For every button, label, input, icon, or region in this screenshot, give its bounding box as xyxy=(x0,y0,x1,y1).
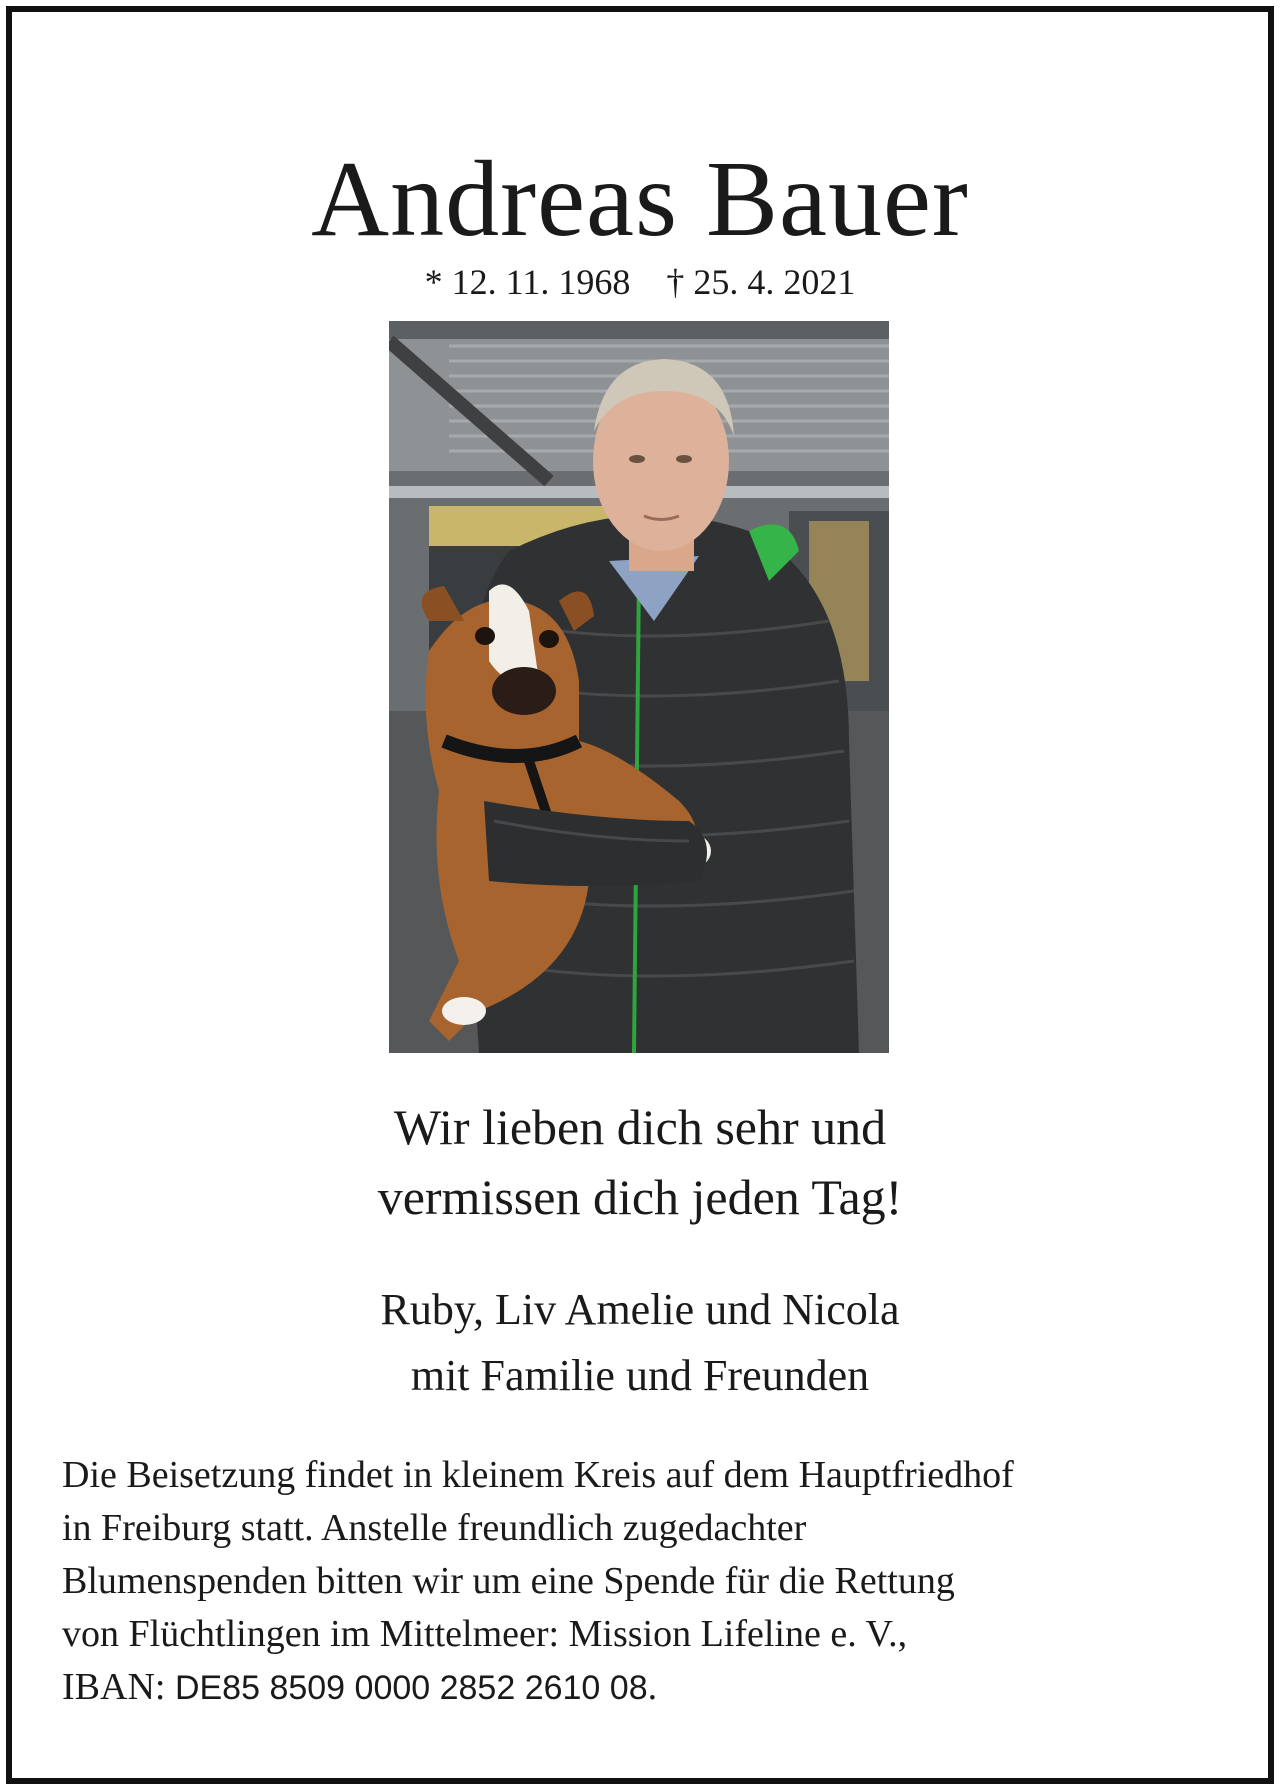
mourners xyxy=(12,1277,1268,1409)
details-line: von Flüchtlingen im Mittelmeer: Mission Lifeline e. V., xyxy=(62,1613,908,1655)
portrait-photo-icon xyxy=(389,321,889,1053)
iban-end: . xyxy=(647,1666,658,1708)
mourners-line-2: mit Familie und Freunden xyxy=(410,1351,870,1400)
obituary-notice xyxy=(6,6,1274,1784)
iban-value: DE85 8509 0000 2852 2610 08 xyxy=(174,1669,648,1707)
funeral-details xyxy=(62,1449,1242,1715)
mourners-line-1: Ruby, Liv Amelie und Nicola xyxy=(380,1285,900,1334)
life-dates xyxy=(12,260,1268,304)
message-of-love xyxy=(12,1092,1268,1232)
iban-line xyxy=(62,1661,1242,1715)
details-line: Blumenspenden bitten wir um eine Spende für die Rettung xyxy=(62,1560,955,1602)
love-line-1: Wir lieben dich sehr und xyxy=(393,1099,887,1155)
birth-date: * 12. 11. 1968 xyxy=(424,262,631,302)
iban-label: IBAN: xyxy=(62,1666,175,1708)
details-line: in Freiburg statt. Anstelle freundlich zugedachter xyxy=(62,1507,807,1549)
details-line: Die Beisetzung findet in kleinem Kreis auf dem Hauptfriedhof xyxy=(62,1454,1014,1496)
death-date: † 25. 4. 2021 xyxy=(666,262,856,302)
love-line-2: vermissen dich jeden Tag! xyxy=(377,1169,903,1225)
deceased-name: Andreas Bauer xyxy=(311,140,969,259)
portrait-photo xyxy=(389,321,889,1053)
